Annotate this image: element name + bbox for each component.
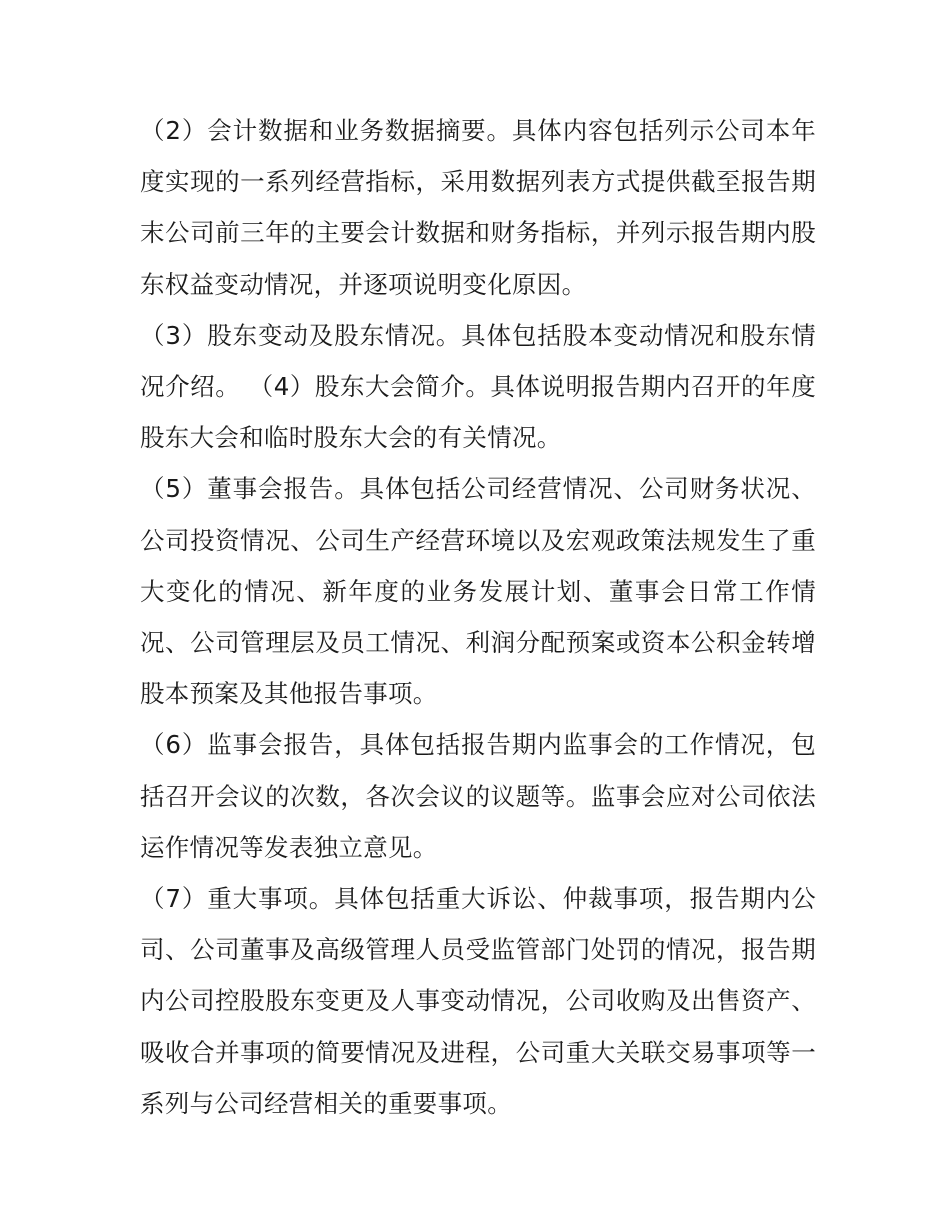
paragraph-board-report: （5）董事会报告。具体包括公司经营情况、公司财务状况、公司投资情况、公司生产经营环境以及宏观政策法规发生了重大变化的情况、新年度的业务发展计划、董事会日常工作情况、公司管理层及员工情况、利润分配预案或资本公积金转增股本预案及其他报告事项。 xyxy=(140,474,816,709)
paragraph-major-matters: （7）重大事项。具体包括重大诉讼、仲裁事项，报告期内公司、公司董事及高级管理人员受监管部门处罚的情况，报告期内公司控股股东变更及人事变动情况，公司收购及出售资产、吸收合并事项的简要情况及进程，公司重大关联交易事项等一系列与公司经营相关的重要事项。 xyxy=(140,884,816,1118)
document-body xyxy=(140,105,816,1129)
paragraph-accounting-summary: （2）会计数据和业务数据摘要。具体内容包括列示公司本年度实现的一系列经营指标，采用数据列表方式提供截至报告期末公司前三年的主要会计数据和财务指标，并列示报告期内股东权益变动情况，并逐项说明变化原因。 xyxy=(140,116,816,299)
paragraph-supervisory-report: （6）监事会报告，具体包括报告期内监事会的工作情况，包括召开会议的次数，各次会议的议题等。监事会应对公司依法运作情况等发表独立意见。 xyxy=(140,730,816,862)
paragraph-shareholder-changes: （3）股东变动及股东情况。具体包括股本变动情况和股东情况介绍。 （4）股东大会简介。具体说明报告期内召开的年度股东大会和临时股东大会的有关情况。 xyxy=(140,320,816,453)
